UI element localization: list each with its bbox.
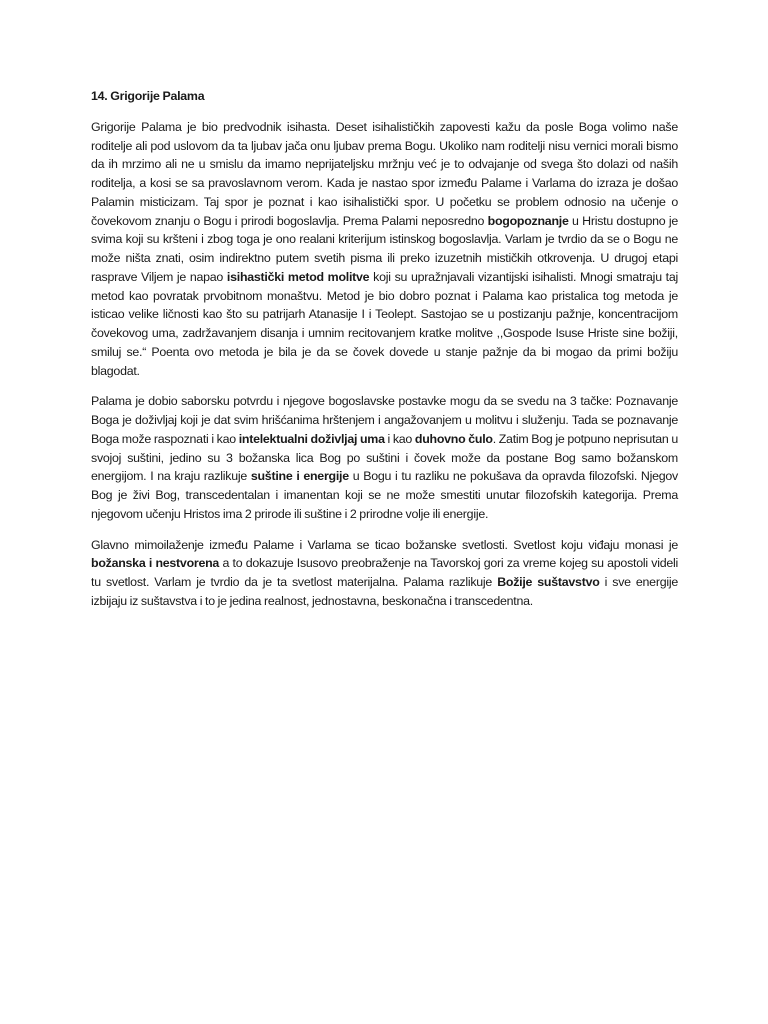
- text-segment: u Hristu dostupno je svima koji su kršteni i zbog toga je ono realani kriterijum istinskog bogoslavlja. Varlam je tvrdio da se o Bogu ne može ništa znati, osim indirektno putem svetih pisma ili preko izuzetnih mističkih otkrovenja. U drugoj etapi rasprave Viljem je napao: [91, 213, 679, 284]
- bold-text-segment: intelektualni doživljaj uma: [238, 431, 385, 446]
- section-heading: 14. Grigorije Palama: [91, 89, 205, 103]
- body-paragraph: [91, 118, 678, 381]
- text-segment: a to dokazuje Isusovo preobraženje na Tavorskoj gori za vreme kojeg su apostoli videli tu svetlost. Varlam je tvrdio da je ta svetlost materijalna. Palama razlikuje: [91, 556, 678, 589]
- text-segment: koji su upražnjavali vizantijski isihalisti. Mnogi smatraju taj metod kao povratak prvobitnom monaštvu. Metod je bio dobro poznat i Palama kao pristalica tog metoda je isticao velike ličnosti kao što su patrijarh Atanasije I i Teolept. Sastojao se u postizanju pažnje, koncentracijom čovekovog uma, zadržavanjem disanja i umnim recitovanjem kratke molitve ,,Gospode Isuse Hriste sine božiji, smiluj se.“ Poenta ovo metoda je bila je da se čovek dovede u stanje pažnje da bi mogao da primi božiju blagodat.: [91, 269, 679, 378]
- document-body: [91, 87, 678, 623]
- text-segment: Glavno mimoilaženje između Palame i Varlama se ticao božanske svetlosti. Svetlost koju viđaju monasi je: [91, 537, 678, 552]
- bold-text-segment: božanska i nestvorena: [91, 556, 220, 571]
- text-segment: u Bogu i tu razliku ne pokušava da opravda filozofski. Njegov Bog je živi Bog, transcedentalan i imanentan koji se ne može smestiti unutar filozofskih kategorija. Prema njegovom učenju Hristos ima 2 prirode ili suštine i 2 prirodne volje ili energije.: [91, 469, 679, 521]
- text-segment: i sve energije izbijaju iz suštavstva i to je jedina realnost, jednostavna, beskonačna i transcedentna.: [91, 575, 678, 608]
- paragraph-list: [91, 118, 678, 611]
- bold-text-segment: isihastički metod molitve: [226, 269, 370, 284]
- bold-text-segment: Božije suštavstvo: [497, 575, 600, 589]
- body-paragraph: [91, 536, 678, 611]
- text-segment: Grigorije Palama je bio predvodnik isihasta. Deset isihalističkih zapovesti kažu da posle Boga volimo naše roditelje ali pod uslovom da ta ljubav jača onu ljubav prema Bogu. Ukoliko nam roditelji nisu vernici morali bismo da ih mrzimo ali ne u smislu da imamo neprijateljsku mržnju već je to odvajanje od svega što dolazi od naših roditelja, a kosi se sa pravoslavnom verom. Kada je nastao spor između Palame i Varlama do izraza je došao Palamin misticizam. Taj spor je poznat i kao isihalistički spor. U početku se problem odnosio na učenje o čovekovom znanju o Bogu i prirodi bogoslavlja. Prema Palami neposredno: [91, 119, 678, 228]
- bold-text-segment: bogopoznanje: [487, 213, 569, 228]
- bold-text-segment: suštine i energije: [250, 469, 349, 484]
- body-paragraph: [91, 392, 678, 523]
- text-segment: i kao: [384, 431, 415, 446]
- text-segment: Palama je dobio saborsku potvrdu i njegove bogoslavske postavke mogu da se svedu na 3 tačke: Poznavanje Boga je doživljaj koji je dat svim hrišćanima hrštenjem i angažovanjem u molitvu i služenju. Tada se poznavanje Boga može raspoznati i kao: [91, 394, 678, 446]
- text-segment: . Zatim Bog je potpuno neprisutan u svojoj suštini, jedino su 3 božanska lica Bog po suštini i čovek može da postane Bog samo božanskom energijom. I na kraju razlikuje: [91, 431, 678, 484]
- bold-text-segment: duhovno čulo: [414, 431, 493, 446]
